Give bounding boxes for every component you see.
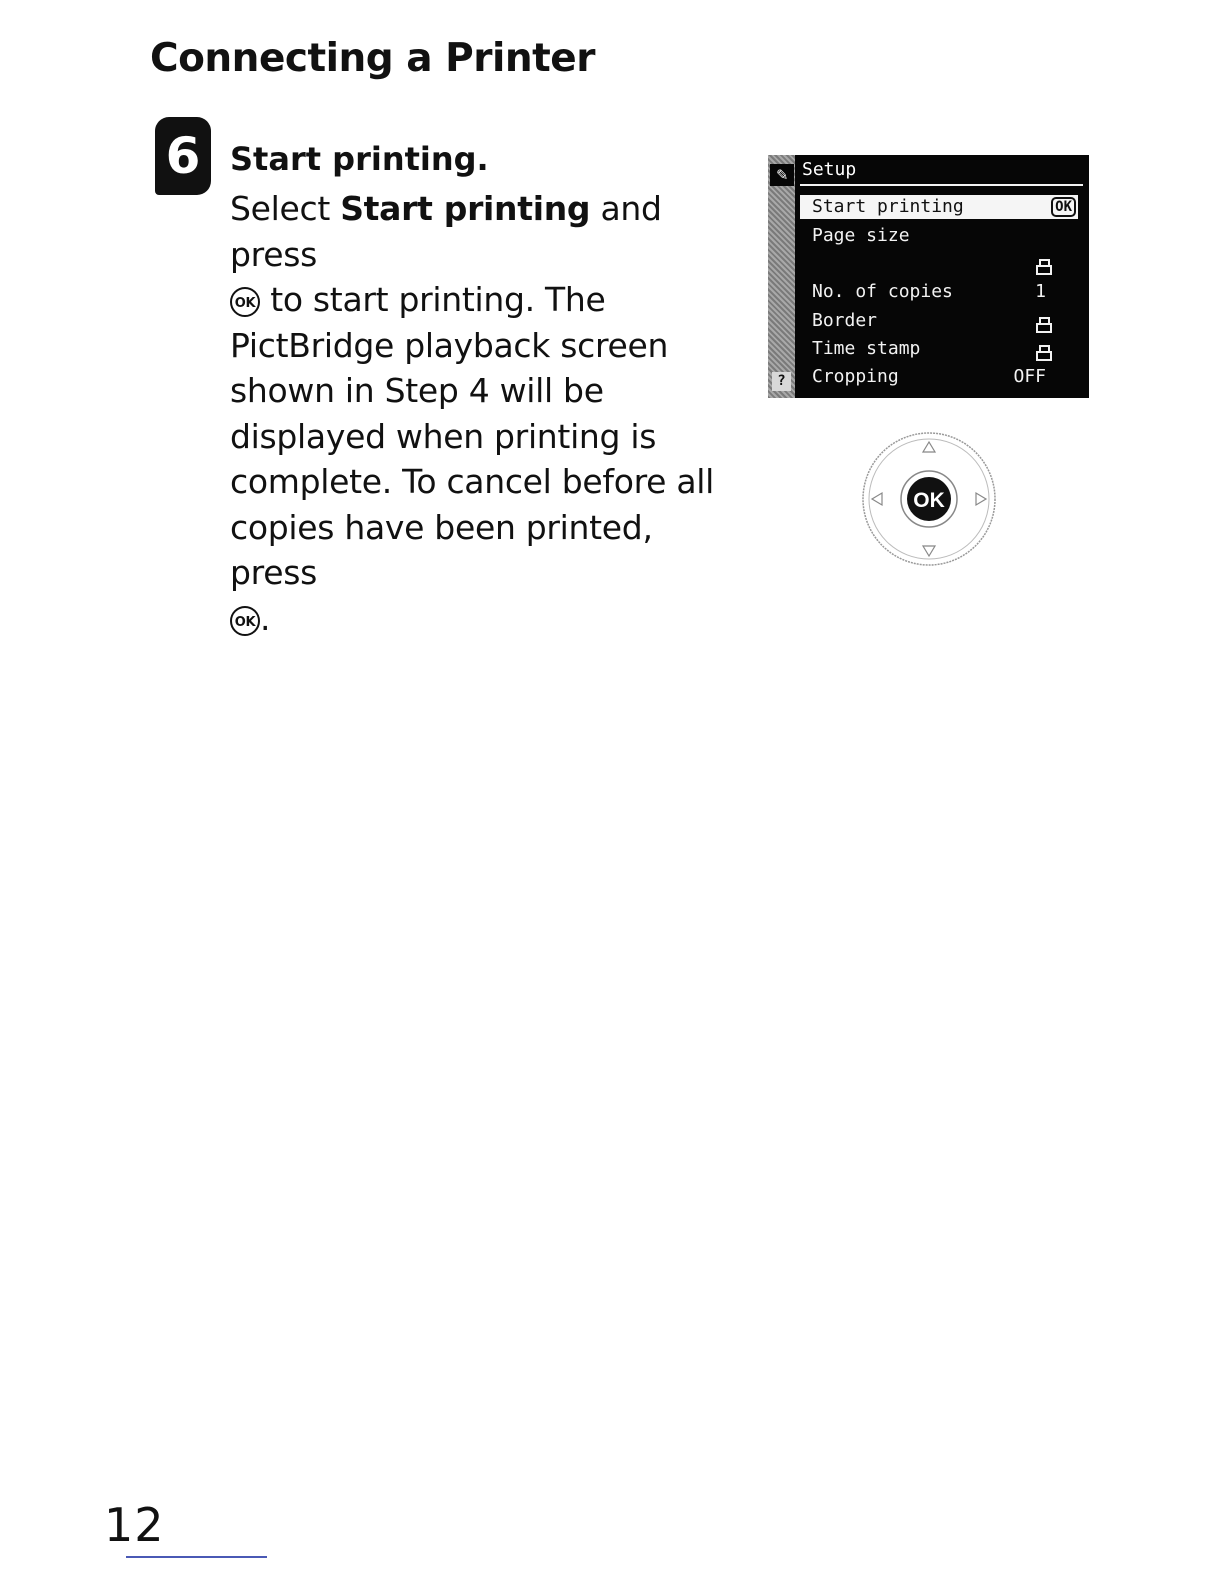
down-arrow-icon: [923, 546, 935, 556]
up-arrow-icon: [923, 442, 935, 452]
camera-menu-screen: [768, 155, 1089, 398]
menu-item-label: Border: [812, 310, 878, 331]
menu-item-border[interactable]: [800, 308, 1078, 334]
instruction-text-2: and press: [230, 189, 662, 274]
right-arrow-icon: [976, 493, 986, 505]
menu-item-value: 1: [1035, 281, 1046, 302]
menu-item-cropping[interactable]: [800, 364, 1078, 390]
menu-item-label: Page size: [812, 225, 910, 246]
menu-item-start-printing[interactable]: [800, 195, 1078, 219]
multi-selector-icon: [860, 430, 998, 568]
section-title: Connecting a Printer: [150, 36, 595, 81]
menu-item-no-of-copies[interactable]: [800, 279, 1078, 305]
step-title: Start printing.: [230, 140, 489, 178]
menu-item-label: Start printing: [812, 196, 964, 217]
menu-title-divider: [800, 184, 1083, 186]
menu-item-value: OFF: [1013, 366, 1046, 387]
ok-button-icon-2: OK: [230, 606, 260, 636]
menu-sidebar: [768, 155, 795, 398]
pencil-icon: ✎: [770, 164, 794, 186]
menu-item-time-stamp[interactable]: [800, 336, 1078, 362]
selector-ok-label: OK: [913, 489, 945, 512]
menu-title: Setup: [802, 159, 857, 180]
instruction-bold-start-printing: Start printing: [340, 189, 591, 228]
ok-button-icon: OK: [230, 287, 260, 317]
page-number-rule: [126, 1556, 267, 1558]
printer-icon: [1036, 255, 1050, 281]
instruction-text-4: .: [260, 598, 271, 638]
menu-item-label: Cropping: [812, 366, 899, 387]
ok-icon: OK: [1051, 197, 1076, 217]
step-number-badge: 6: [155, 117, 211, 195]
menu-item-label: No. of copies: [812, 281, 953, 302]
instruction-text-3: to start printing. The PictBridge playback screen shown in Step 4 will be displayed when printing is complete. To cancel before all copies have been printed, press: [230, 280, 714, 592]
menu-item-page-size-value: [800, 250, 1078, 276]
step-instructions: [230, 186, 740, 641]
page-number: 12: [104, 1498, 165, 1552]
menu-item-page-size[interactable]: [800, 223, 1078, 249]
instruction-text-1: Select: [230, 189, 341, 228]
help-icon: ?: [772, 372, 791, 391]
left-arrow-icon: [872, 493, 882, 505]
menu-item-label: Time stamp: [812, 338, 921, 359]
